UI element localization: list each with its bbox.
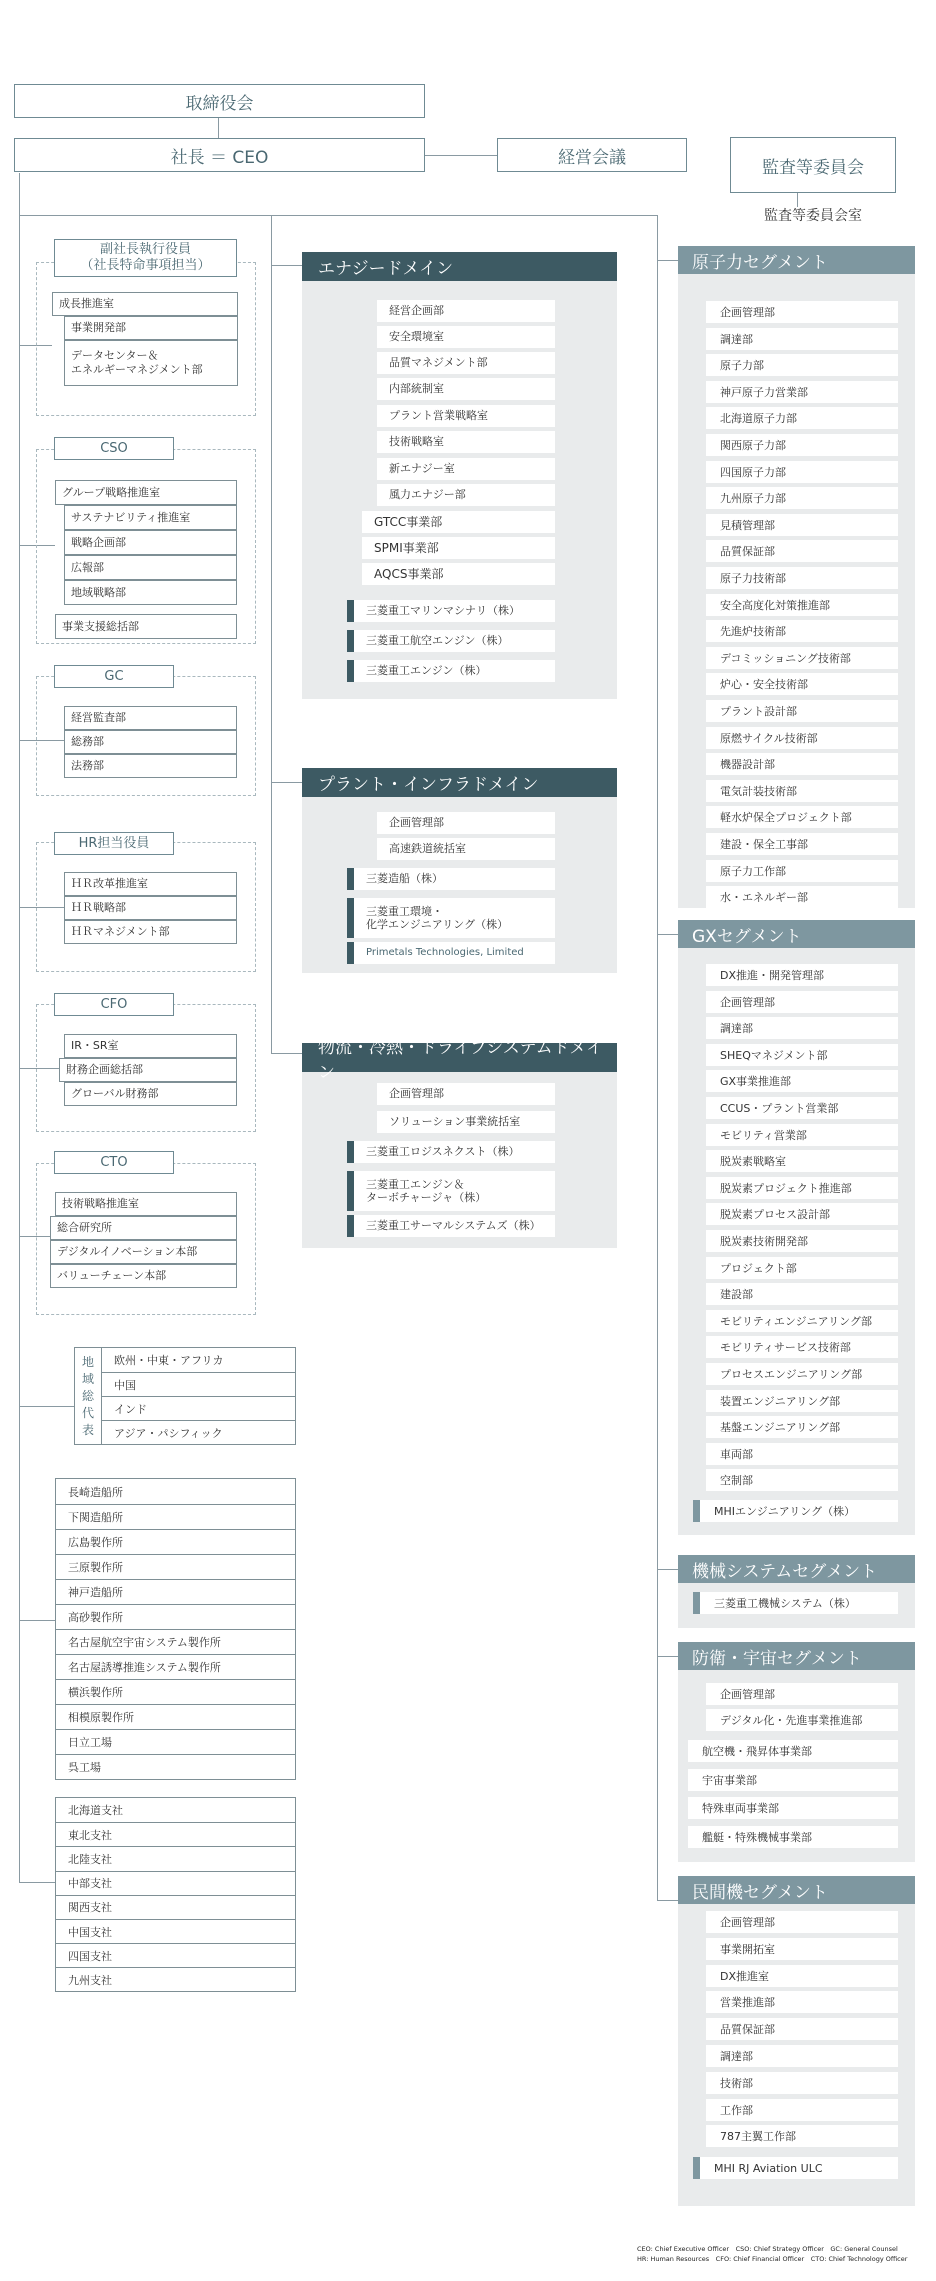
cso-item: サステナビリティ推進室 — [64, 505, 237, 530]
nuclear-item: 神戸原子力営業部 — [706, 381, 898, 403]
gx-item: モビリティサービス技術部 — [706, 1336, 898, 1358]
cto-item: 技術戦略推進室 — [55, 1192, 237, 1216]
defense-unit: 艦艇・特殊機械事業部 — [688, 1826, 898, 1848]
works-item: 長崎造船所 — [68, 1485, 123, 1499]
audit-committee-box — [730, 137, 896, 193]
cso-item: 地域戦略部 — [64, 580, 237, 605]
cso-title: CSO — [54, 437, 174, 460]
energy-item: 内部統制室 — [377, 378, 555, 400]
connector — [657, 1900, 678, 1901]
vp-item: 事業開発部 — [64, 316, 238, 340]
plant-company: 三菱造船（株） — [347, 868, 555, 890]
nuclear-item: 関西原子力部 — [706, 434, 898, 456]
ceo-box — [14, 138, 425, 172]
regional-item: 欧州・中東・アフリカ — [114, 1354, 224, 1367]
hr-item: ＨＲマネジメント部 — [64, 920, 237, 944]
branch-item: 関西支社 — [56, 1895, 295, 1919]
works-item: 三原製作所 — [56, 1554, 295, 1579]
works-item: 名古屋航空宇宙システム製作所 — [56, 1629, 295, 1654]
defense-item: デジタル化・先進事業推進部 — [706, 1709, 898, 1731]
logistics-domain — [302, 1037, 617, 1248]
gx-item: 調達部 — [706, 1017, 898, 1039]
energy-item: 風力エナジー部 — [377, 484, 555, 506]
works-item: 相模原製作所 — [56, 1704, 295, 1729]
gx-item: 脱炭素戦略室 — [706, 1150, 898, 1172]
logistics-company: 三菱重工サーマルシステムズ（株） — [347, 1215, 555, 1237]
plant-item: 企画管理部 — [377, 812, 555, 834]
plant-company: Primetals Technologies, Limited — [347, 942, 555, 964]
machinery-segment-title: 機械システムセグメント — [678, 1555, 915, 1583]
audit-committee-label: 監査等委員会 — [762, 157, 864, 178]
energy-unit: AQCS事業部 — [362, 563, 555, 585]
gx-item: 脱炭素プロジェクト推進部 — [706, 1177, 898, 1199]
nuclear-item: 調達部 — [706, 328, 898, 350]
gc-item: 経営監査部 — [64, 706, 237, 730]
commercial-item: 調達部 — [706, 2045, 898, 2067]
energy-item: 安全環境室 — [377, 326, 555, 348]
connector — [19, 1620, 55, 1621]
commercial-item: DX推進室 — [706, 1965, 898, 1987]
logistics-company: 三菱重工ロジスネクスト（株） — [347, 1141, 555, 1163]
works-list — [55, 1478, 296, 1780]
connector — [271, 265, 303, 266]
gx-item: プロジェクト部 — [706, 1257, 898, 1279]
connector — [19, 1882, 55, 1883]
connector — [19, 215, 657, 216]
machinery-company: 三菱重工機械システム（株） — [693, 1592, 898, 1614]
gc-item: 総務部 — [64, 730, 237, 754]
gx-item: モビリティエンジニアリング部 — [706, 1310, 898, 1332]
cfo-item: グローバル財務部 — [64, 1082, 237, 1106]
cfo-item: IR・SR室 — [64, 1034, 237, 1058]
works-item: 名古屋誘導推進システム製作所 — [56, 1654, 295, 1679]
legend-line-2: HR: Human Resources CFO: Chief Financial Officer CTO: Chief Technology Officer — [637, 2255, 908, 2263]
audit-office-label: 監査等委員会室 — [764, 208, 862, 224]
commercial-item: 787主翼工作部 — [706, 2125, 898, 2147]
defense-unit: 特殊車両事業部 — [688, 1797, 898, 1819]
regional-group — [74, 1347, 296, 1445]
nuclear-item: 企画管理部 — [706, 301, 898, 323]
commercial-item: 工作部 — [706, 2099, 898, 2121]
commercial-item: 技術部 — [706, 2072, 898, 2094]
hr-title: HR担当役員 — [54, 832, 174, 855]
energy-domain — [302, 252, 617, 699]
regional-item: インド — [102, 1396, 295, 1420]
commercial-segment-title: 民間機セグメント — [678, 1876, 915, 1904]
cso-item: グループ戦略推進室 — [55, 480, 237, 505]
works-item: 呉工場 — [56, 1754, 295, 1779]
energy-company: 三菱重工マリンマシナリ（株） — [347, 600, 555, 622]
logistics-item: ソリューション事業統括室 — [377, 1111, 555, 1133]
commercial-item: 企画管理部 — [706, 1911, 898, 1933]
works-item: 広島製作所 — [56, 1529, 295, 1554]
nuclear-item: 軽水炉保全プロジェクト部 — [706, 806, 898, 828]
gx-company: MHIエンジニアリング（株） — [693, 1500, 898, 1522]
nuclear-item: 四国原子力部 — [706, 461, 898, 483]
cto-item: デジタルイノベーション本部 — [50, 1240, 237, 1264]
gx-item: 脱炭素技術開発部 — [706, 1230, 898, 1252]
cso-item: 戦略企画部 — [64, 530, 237, 555]
energy-item: 技術戦略室 — [377, 431, 555, 453]
vp-item: データセンター＆ エネルギーマネジメント部 — [64, 340, 238, 386]
connector — [271, 782, 303, 783]
gx-item: 装置エンジニアリング部 — [706, 1390, 898, 1412]
nuclear-item: デコミッショニング技術部 — [706, 647, 898, 669]
cto-item: 総合研究所 — [50, 1216, 237, 1240]
board-label: 取締役会 — [185, 93, 254, 114]
gx-item: SHEQマネジメント部 — [706, 1044, 898, 1066]
gx-item: 車両部 — [706, 1443, 898, 1465]
vp-item: 成長推進室 — [52, 292, 238, 316]
vp-title: 副社長執行役員 （社長特命事項担当） — [54, 239, 237, 277]
commercial-segment — [678, 1876, 915, 2206]
nuclear-item: 炉心・安全技術部 — [706, 673, 898, 695]
defense-unit: 宇宙事業部 — [688, 1769, 898, 1791]
works-item: 神戸造船所 — [56, 1579, 295, 1604]
gc-title: GC — [54, 665, 174, 688]
cfo-title: CFO — [54, 993, 174, 1016]
connector — [425, 155, 497, 156]
works-item: 高砂製作所 — [56, 1604, 295, 1629]
gx-item: 基盤エンジニアリング部 — [706, 1416, 898, 1438]
branch-item: 東北支社 — [56, 1822, 295, 1846]
connector — [657, 1656, 678, 1657]
nuclear-item: 水・エネルギー部 — [706, 886, 898, 908]
energy-item: 新エナジー室 — [377, 458, 555, 480]
energy-item: プラント営業戦略室 — [377, 405, 555, 427]
gx-segment-title: GXセグメント — [678, 920, 915, 948]
gx-item: モビリティ営業部 — [706, 1124, 898, 1146]
nuclear-item: 原子力部 — [706, 354, 898, 376]
logistics-item: 企画管理部 — [377, 1083, 555, 1105]
hr-item: ＨＲ戦略部 — [64, 896, 237, 920]
regional-item: 中国 — [102, 1372, 295, 1396]
connector — [657, 260, 678, 261]
works-item: 下関造船所 — [56, 1504, 295, 1529]
cto-title: CTO — [54, 1151, 174, 1174]
works-item: 横浜製作所 — [56, 1679, 295, 1704]
gx-item: 建設部 — [706, 1283, 898, 1305]
nuclear-item: 原子力工作部 — [706, 860, 898, 882]
gx-item: DX推進・開発管理部 — [706, 964, 898, 986]
gx-item: プロセスエンジニアリング部 — [706, 1363, 898, 1385]
energy-unit: SPMI事業部 — [362, 537, 555, 559]
machinery-segment — [678, 1555, 915, 1628]
plant-domain — [302, 768, 617, 973]
cso-item: 事業支援総括部 — [55, 614, 237, 639]
branches-list — [55, 1797, 296, 1992]
commercial-item: 事業開拓室 — [706, 1938, 898, 1960]
branch-item: 九州支社 — [56, 1967, 295, 1991]
nuclear-item: 見積管理部 — [706, 514, 898, 536]
gx-segment — [678, 920, 915, 1535]
nuclear-item: 先進炉技術部 — [706, 620, 898, 642]
nuclear-item: 北海道原子力部 — [706, 407, 898, 429]
gx-item: GX事業推進部 — [706, 1070, 898, 1092]
branch-item: 四国支社 — [56, 1943, 295, 1967]
plant-company: 三菱重工環境・ 化学エンジニアリング（株） — [347, 898, 555, 938]
connector — [19, 1406, 74, 1407]
nuclear-segment — [678, 246, 915, 908]
energy-company: 三菱重工航空エンジン（株） — [347, 630, 555, 652]
nuclear-item: 品質保証部 — [706, 540, 898, 562]
regional-label: 地 域 総 代 表 — [75, 1348, 102, 1444]
energy-item: 経営企画部 — [377, 300, 555, 322]
plant-item: 高速鉄道統括室 — [377, 838, 555, 860]
commercial-item: 営業推進部 — [706, 1991, 898, 2013]
cfo-item: 財務企画総括部 — [59, 1058, 237, 1082]
nuclear-item: 電気計装技術部 — [706, 780, 898, 802]
connector — [657, 215, 658, 1900]
defense-item: 企画管理部 — [706, 1683, 898, 1705]
branch-item: 北海道支社 — [68, 1804, 123, 1818]
gx-item: 空制部 — [706, 1469, 898, 1491]
connector — [657, 1569, 678, 1570]
branch-item: 中国支社 — [56, 1919, 295, 1943]
defense-segment — [678, 1642, 915, 1862]
defense-unit: 航空機・飛昇体事業部 — [688, 1740, 898, 1762]
nuclear-item: 安全高度化対策推進部 — [706, 594, 898, 616]
gx-item: 脱炭素プロセス設計部 — [706, 1203, 898, 1225]
ceo-label: 社長 ＝ CEO — [170, 147, 269, 168]
branch-item: 中部支社 — [56, 1871, 295, 1895]
connector — [271, 1053, 303, 1054]
nuclear-item: 建設・保全工事部 — [706, 833, 898, 855]
nuclear-segment-title: 原子力セグメント — [678, 246, 915, 274]
nuclear-item: 原子力技術部 — [706, 567, 898, 589]
works-item: 日立工場 — [56, 1729, 295, 1754]
cso-item: 広報部 — [64, 555, 237, 580]
nuclear-item: 機器設計部 — [706, 753, 898, 775]
logistics-domain-title: 物流・冷熱・ドライブシステムドメイン — [302, 1043, 617, 1072]
energy-domain-title: エナジードメイン — [302, 252, 617, 281]
defense-segment-title: 防衛・宇宙セグメント — [678, 1642, 915, 1670]
exec-meeting-label: 経営会議 — [558, 147, 626, 168]
legend-line-1: CEO: Chief Executive Officer CSO: Chief Strategy Officer GC: General Counsel — [637, 2245, 898, 2253]
connector — [657, 934, 678, 935]
regional-item: アジア・パシフィック — [102, 1420, 295, 1444]
plant-domain-title: プラント・インフラドメイン — [302, 768, 617, 797]
hr-item: ＨＲ改革推進室 — [64, 872, 237, 896]
commercial-company: MHI RJ Aviation ULC — [693, 2157, 898, 2179]
gx-item: 企画管理部 — [706, 991, 898, 1013]
energy-unit: GTCC事業部 — [362, 511, 555, 533]
branch-item: 北陸支社 — [56, 1846, 295, 1870]
cto-item: バリューチェーン本部 — [50, 1264, 237, 1288]
energy-company: 三菱重工エンジン（株） — [347, 660, 555, 682]
nuclear-item: プラント設計部 — [706, 700, 898, 722]
connector — [19, 173, 20, 1883]
gx-item: CCUS・プラント営業部 — [706, 1097, 898, 1119]
logistics-company: 三菱重工エンジン＆ ターボチャージャ（株） — [347, 1171, 555, 1211]
connector — [271, 215, 272, 1053]
nuclear-item: 九州原子力部 — [706, 487, 898, 509]
energy-item: 品質マネジメント部 — [377, 352, 555, 374]
gc-item: 法務部 — [64, 754, 237, 778]
board-box — [14, 84, 425, 118]
commercial-item: 品質保証部 — [706, 2018, 898, 2040]
exec-meeting-box — [497, 138, 687, 172]
nuclear-item: 原燃サイクル技術部 — [706, 727, 898, 749]
